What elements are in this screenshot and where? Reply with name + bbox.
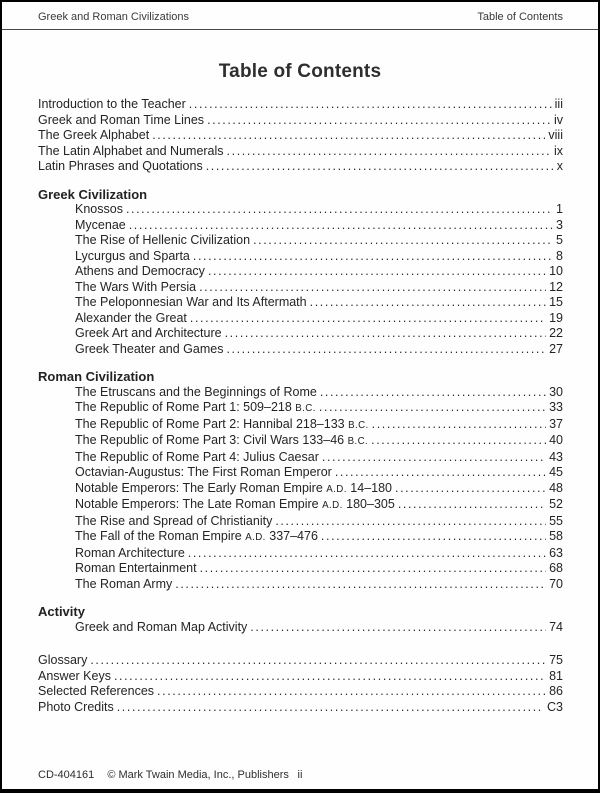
toc-entry-label: Greek Theater and Games: [75, 341, 224, 356]
toc-entry-label: The Republic of Rome Part 1: 509–218 B.C.: [75, 400, 316, 414]
dot-leader: [126, 202, 553, 218]
toc-entry: [38, 417, 563, 434]
toc-entry: [38, 159, 563, 175]
toc-entry-label: Glossary: [38, 653, 88, 667]
toc-entry-page: 70: [549, 576, 563, 591]
toc-entry-page: 27: [549, 341, 563, 356]
toc-entry-page: 37: [549, 416, 563, 431]
header-book-title: Greek and Roman Civilizations: [38, 11, 190, 23]
dot-leader: [371, 433, 546, 449]
toc-entry: [38, 546, 563, 562]
toc-entry-page: 75: [549, 653, 563, 667]
toc-entry-label: Introduction to the Teacher: [38, 97, 186, 111]
toc-entry-page: 81: [549, 668, 563, 683]
toc-entry-page: 45: [549, 465, 563, 479]
toc-entry: [38, 433, 563, 450]
dot-leader: [199, 280, 546, 296]
toc-entry: [38, 514, 563, 530]
toc-entry: [38, 249, 563, 265]
toc-entry-label: The Republic of Rome Part 4: Julius Caesar: [75, 449, 319, 464]
toc-entry-label: Answer Keys: [38, 668, 111, 683]
dot-leader: [157, 684, 546, 700]
toc-entry-label: The Peloponnesian War and Its Aftermath: [75, 295, 307, 309]
toc-entry-page: 22: [549, 326, 563, 340]
toc-entry-label: Lycurgus and Sparta: [75, 248, 190, 263]
toc-entry-page: 3: [556, 217, 563, 232]
toc-entry-label: Athens and Democracy: [75, 264, 205, 278]
toc-entry-label: The Rise of Hellenic Civilization: [75, 233, 251, 247]
table-of-contents: [2, 97, 598, 715]
toc-section-heading: Activity: [38, 604, 85, 619]
toc-entry-label: Knossos: [75, 202, 123, 216]
toc-entry-page: 40: [549, 433, 563, 447]
toc-entry: [38, 218, 563, 234]
toc-entry-label: Selected References: [38, 684, 155, 698]
dot-leader: [189, 97, 552, 113]
dot-leader: [227, 144, 551, 160]
dot-leader: [398, 497, 546, 513]
toc-entry-label: Greek and Roman Time Lines: [38, 112, 205, 127]
toc-entry-page: iii: [554, 97, 563, 111]
dot-leader: [321, 529, 546, 545]
toc-entry: [38, 113, 563, 129]
toc-entry-page: 15: [549, 295, 563, 309]
toc-entry-page: 74: [549, 619, 563, 634]
dot-leader: [193, 249, 553, 265]
toc-entry: [38, 684, 563, 700]
dot-leader: [188, 546, 546, 562]
toc-entry-page: 33: [549, 400, 563, 414]
dot-leader: [129, 218, 553, 234]
toc-entry: [38, 311, 563, 327]
toc-entry: [38, 653, 563, 669]
toc-entry-label: The Wars With Persia: [75, 279, 197, 294]
toc-entry-label: Octavian-Augustus: The First Roman Emperor: [75, 465, 332, 479]
dot-leader: [310, 295, 546, 311]
toc-entry: [38, 326, 563, 342]
toc-entry-page: 12: [549, 279, 563, 294]
toc-entry-page: 19: [549, 310, 563, 325]
toc-entry-page: 30: [549, 384, 563, 399]
toc-entry: [38, 669, 563, 685]
toc-entry-label: Notable Emperors: The Early Roman Empire A.D. 14–180: [75, 480, 393, 495]
toc-entry: [38, 342, 563, 358]
toc-entry-page: viii: [548, 128, 563, 142]
toc-entry-label: The Fall of the Roman Empire A.D. 337–476: [75, 529, 318, 543]
dot-leader: [225, 326, 546, 342]
dot-leader: [319, 400, 546, 416]
toc-entry-page: x: [556, 159, 563, 173]
toc-entry-page: 55: [549, 513, 563, 528]
toc-entry: [38, 233, 563, 249]
dot-leader: [322, 450, 546, 466]
toc-entry: [38, 97, 563, 113]
toc-entry: [38, 264, 563, 280]
footer-product-code: CD-404161: [38, 769, 95, 781]
dot-leader: [250, 620, 546, 636]
toc-entry-page: 68: [549, 561, 563, 575]
toc-entry: [38, 497, 563, 514]
page-header: [2, 2, 598, 30]
toc-entry-page: iv: [553, 112, 563, 127]
toc-entry-label: The Republic of Rome Part 2: Hannibal 218–133 B.C.: [75, 416, 369, 431]
toc-entry-page: 5: [556, 233, 563, 247]
toc-entry-page: 52: [549, 497, 563, 511]
toc-entry-label: Greek and Roman Map Activity: [75, 619, 248, 634]
toc-entry: [38, 385, 563, 401]
toc-entry-label: Alexander the Great: [75, 310, 187, 325]
toc-entry: [38, 620, 563, 636]
toc-entry-label: Roman Entertainment: [75, 561, 197, 575]
toc-entry-page: 86: [549, 684, 563, 698]
toc-entry: [38, 700, 563, 716]
toc-entry-label: Greek Art and Architecture: [75, 326, 222, 340]
dot-leader: [206, 159, 554, 175]
page-title: Table of Contents: [218, 61, 382, 82]
footer-page-number: ii: [297, 769, 303, 781]
toc-section-heading: Roman Civilization: [38, 369, 155, 384]
toc-entry: [38, 465, 563, 481]
toc-entry: [38, 202, 563, 218]
toc-entry-page: 58: [549, 529, 563, 543]
dot-leader: [190, 311, 546, 327]
toc-entry: [38, 529, 563, 546]
toc-entry: [38, 280, 563, 296]
toc-entry-label: Photo Credits: [38, 699, 114, 714]
dot-leader: [275, 514, 546, 530]
toc-entry: [38, 577, 563, 593]
footer-publisher-line: [38, 769, 289, 782]
toc-entry-page: 48: [549, 480, 563, 495]
dot-leader: [226, 342, 546, 358]
toc-entry-label: Mycenae: [75, 217, 126, 232]
toc-section-heading: Greek Civilization: [38, 186, 148, 202]
toc-entry-label: The Etruscans and the Beginnings of Rome: [75, 384, 317, 399]
toc-entry: [38, 295, 563, 311]
toc-entry-label: Roman Architecture: [75, 545, 185, 560]
dot-leader: [90, 653, 546, 669]
toc-entry: [38, 400, 563, 417]
dot-leader: [175, 577, 546, 593]
dot-leader: [335, 465, 546, 481]
toc-entry-label: Notable Emperors: The Late Roman Empire A.D. 180–305: [75, 497, 395, 511]
toc-entry-page: C3: [547, 699, 563, 714]
toc-entry-label: The Rise and Spread of Christianity: [75, 513, 273, 528]
toc-entry-label: The Latin Alphabet and Numerals: [38, 143, 224, 158]
dot-leader: [395, 481, 546, 497]
dot-leader: [152, 128, 545, 144]
toc-entry: [38, 561, 563, 577]
toc-entry-page: 43: [549, 449, 563, 464]
toc-entry: [38, 128, 563, 144]
toc-entry-page: 63: [549, 545, 563, 560]
page-footer: [2, 768, 598, 782]
toc-entry-label: The Greek Alphabet: [38, 128, 150, 142]
toc-entry-page: 1: [556, 202, 563, 216]
dot-leader: [372, 417, 546, 433]
dot-leader: [114, 669, 546, 685]
toc-entry-page: 10: [549, 264, 563, 278]
dot-leader: [208, 264, 546, 280]
footer-publisher: © Mark Twain Media, Inc., Publishers: [107, 769, 289, 781]
dot-leader: [207, 113, 551, 129]
dot-leader: [117, 700, 544, 716]
header-section-title: Table of Contents: [477, 11, 563, 23]
toc-entry-label: Latin Phrases and Quotations: [38, 159, 203, 173]
dot-leader: [200, 561, 547, 577]
toc-entry: [38, 450, 563, 466]
toc-entry: [38, 144, 563, 160]
toc-entry-page: ix: [553, 143, 563, 158]
toc-entry-label: The Roman Army: [75, 576, 173, 591]
toc-entry: [38, 481, 563, 498]
toc-entry-page: 8: [556, 248, 563, 263]
dot-leader: [320, 385, 546, 401]
toc-back-matter: [38, 653, 563, 715]
toc-entry-label: The Republic of Rome Part 3: Civil Wars 133–46 B.C.: [75, 433, 369, 447]
dot-leader: [253, 233, 553, 249]
